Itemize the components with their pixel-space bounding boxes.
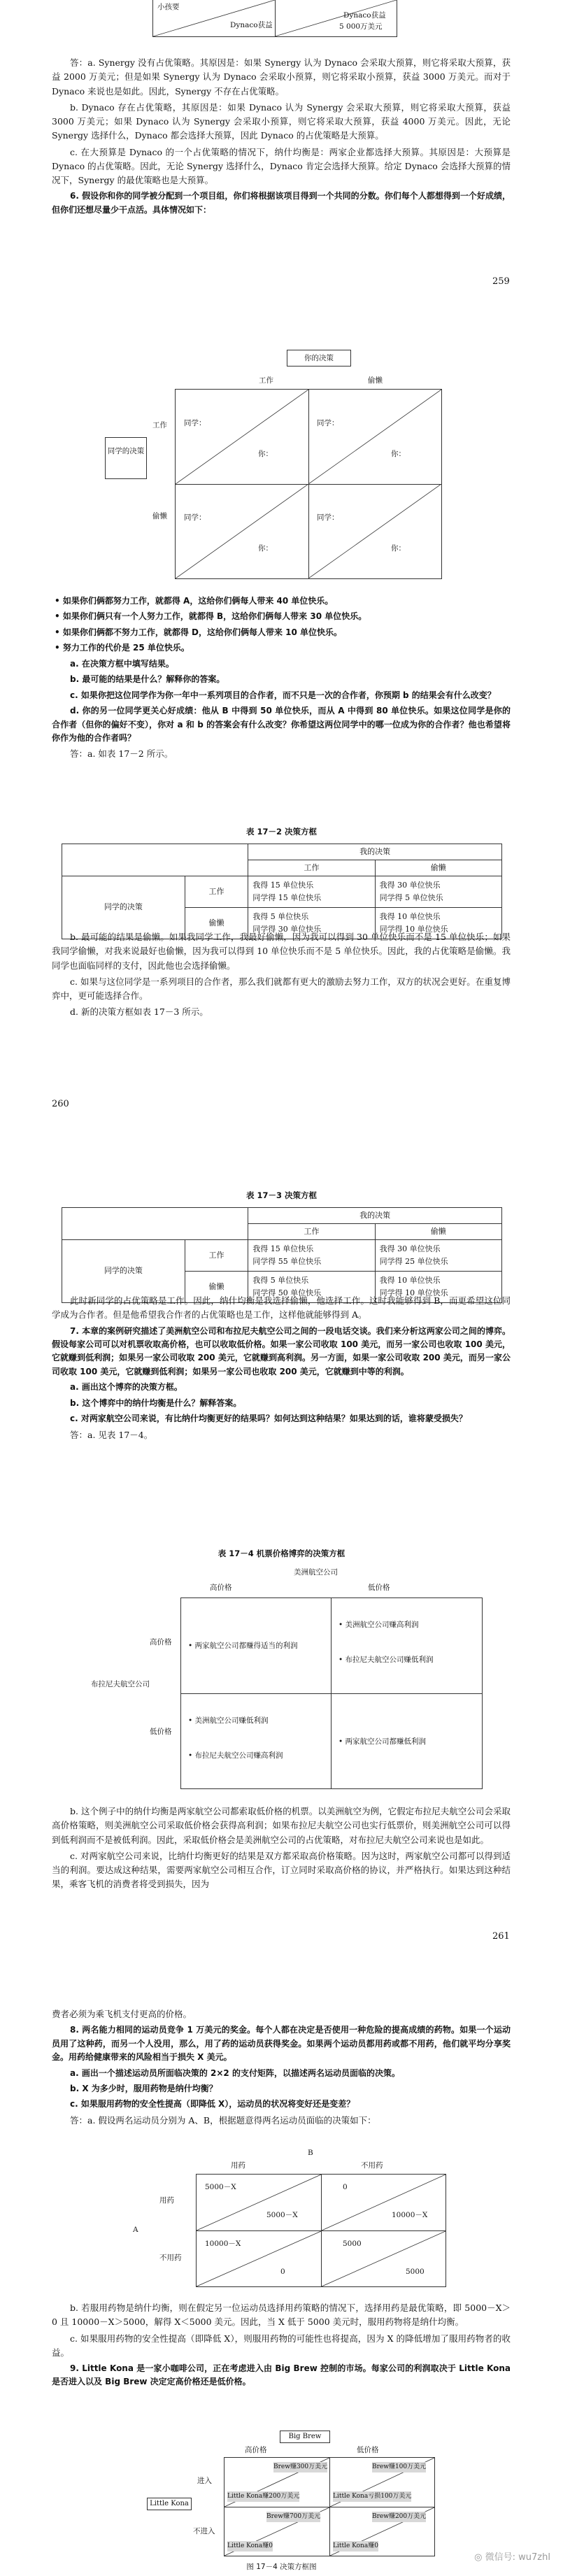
answer-intro: 答：a. 如表 17－2 所示。 (70, 748, 173, 760)
decision-table-17-2 (62, 844, 502, 939)
paragraph: c. 如果服用药物的安全性提高（即降低 X），则服用药物的可能性也将提高，因为 X 的降低增加了服用药物者的收益。 (52, 2333, 511, 2358)
col-use-label: 用药 (231, 2161, 245, 2170)
cell-text: • 美洲航空公司赚低利润 (188, 1716, 269, 1725)
page-260 (0, 350, 563, 979)
subquestion: b. 最可能的结果是什么？解释你的答案。 (70, 674, 225, 685)
cell-text: Dynaco获益 (230, 21, 273, 29)
payoff-me: 我得 15 单位快乐 (252, 880, 314, 890)
payoff-me: 我得 5 单位快乐 (252, 911, 309, 921)
answer: 答：a. 见表 17－4。 (70, 1429, 153, 1440)
col-nouse-label: 不用药 (361, 2161, 383, 2170)
cell-text: 5000 (343, 2240, 362, 2248)
col-high-label: 高价格 (245, 2446, 267, 2454)
question-9: 9. Little Kona 是一家小咖啡公司，正在考虑进入由 Big Brew 控制的市场。每家公司的利润取决于 Little Kona 是否进入以及 Big Brew 决定定高价格还是低价格。 (52, 2363, 511, 2387)
cell-text: • 两家航空公司都赚得适当的利润 (188, 1642, 298, 1650)
you-label: 你： (258, 544, 273, 553)
cell-text: 小孩要 (157, 3, 180, 11)
row-shirk: 偷懒 (185, 1271, 248, 1302)
subquestion: b. 这个博弈中的纳什均衡是什么？解释答案。 (70, 1397, 242, 1408)
col-work: 工作 (248, 860, 375, 876)
paragraph: 费者必须为乘飞机支付更高的价格。 (52, 2009, 192, 2019)
cell-text: • 两家航空公司都赚低利润 (338, 1737, 427, 1746)
cell-text: 5000－X (266, 2211, 298, 2219)
paragraph: b. 最可能的结果是偷懒。如果我同学工作，我最好偷懒，因为我可以得到 30 单位快乐而不是 15 单位快乐；如果我同学偷懒，对我来说最好也偷懒，因为我可以得到 10 单位快乐而不是 5 单位快乐。因此，我的占优策略是偷懒。我同学也面临同样的支付，因此他也会选择偷懒。 (52, 932, 511, 971)
payoff-classmate: 同学得 15 单位快乐 (252, 892, 322, 902)
left-label: 布拉尼夫航空公司 (91, 1680, 150, 1688)
figure-header: 你的决策 (287, 350, 351, 367)
paragraph: 答：a. Synergy 没有占优策略。其原因是：如果 Synergy 认为 Dynaco 会采取大预算，则它将采取大预算，获益 2000 万美元；但是如果 Synergy 认为 Dynaco 会采取小预算，则它将采取小预算，获益 3000 万美元。而对于 Dynaco 来说也是如此。因此，Synergy 不存在占优策略。 (52, 57, 511, 97)
paragraph: b. Dynaco 存在占优策略，其原因是：如果 Dynaco 认为 Synergy 会采取大预算，则它将采取大预算，获益 3000 万美元；如果 Dynaco 认为 Synergy 会采取小预算，则它将采取大预算，获益 4000 万美元。因此，无论 Synergy 选择什么，Dynaco 都会选择大预算，因此 Dynaco 的占优策略是大预算。 (52, 101, 511, 141)
payoff-me: 我得 10 单位快乐 (379, 1275, 441, 1285)
diagonal-line (308, 390, 441, 484)
bullet: • 如果你们俩只有一个人努力工作，就都得 B，这给你们俩每人带来 30 单位快乐。 (55, 611, 367, 622)
paragraph: d. 新的决策方框如表 17－3 所示。 (70, 1006, 208, 1018)
cell-text: • 布拉尼夫航空公司赚低利润 (338, 1656, 434, 1664)
cell-text: 10000－X (205, 2240, 241, 2248)
row-header (105, 437, 147, 479)
row-work: 工作 (185, 1239, 248, 1271)
classmate-label: 同学： (184, 513, 206, 522)
table-caption: 表 17－2 决策方框 (245, 827, 317, 837)
diagonal-line (322, 2231, 446, 2286)
payoff-me: 我得 5 单位快乐 (252, 1275, 309, 1285)
decision-table-17-3 (62, 1207, 502, 1303)
you-label: 你： (391, 450, 406, 458)
cell-text: Brew赚200万美元 (372, 2512, 426, 2522)
drug-decision-box (119, 2147, 448, 2287)
subquestion: a. 画出这个博弈的决策方框。 (70, 1382, 183, 1393)
subquestion: b. X 为多少时，服用药物是纳什均衡？ (70, 2084, 218, 2093)
cell-text: 10000－X (392, 2211, 428, 2219)
you-label: 你： (391, 544, 406, 553)
col-shirk-label: 偷懒 (368, 376, 383, 385)
subquestion: c. 对两家航空公司来说，有比纳什均衡更好的结果吗？如何达到这种结果？如果达到的话，谁将蒙受损失？ (70, 1414, 467, 1424)
page-262 (0, 2007, 563, 2576)
you-label: 你： (258, 450, 273, 458)
table-caption: 表 17－3 决策方框 (245, 1190, 317, 1200)
payoff-classmate: 同学得 50 单位快乐 (252, 1288, 322, 1297)
page-number: 260 (52, 1099, 69, 1109)
row-shirk: 偷懒 (185, 907, 248, 939)
top-label: B (308, 2149, 313, 2157)
airline-decision-box (91, 1567, 483, 1791)
cell-text: Brew赚300万美元 (273, 2462, 327, 2472)
classmate-label: 同学： (317, 513, 339, 522)
row-nouse-label: 不用药 (159, 2254, 182, 2262)
question-6-body (52, 595, 511, 764)
page-260-bottom (0, 930, 563, 1140)
cell-text: Brew赚100万美元 (372, 2462, 426, 2472)
watermark-text: 微信号: wu7zhl (485, 2552, 550, 2563)
subquestion: a. 在决策方框中填写结果。 (70, 658, 174, 669)
row-shirk-label: 偷懒 (152, 512, 167, 520)
payoff-cell (248, 1239, 375, 1271)
bullet: • 努力工作的代价是 25 单位快乐。 (55, 643, 190, 653)
payoff-me: 我得 30 单位快乐 (379, 1244, 441, 1253)
payoff-classmate: 同学得 30 单位快乐 (252, 924, 322, 934)
row-work: 工作 (185, 876, 248, 907)
table-caption: 表 17－4 机票价格博弈的决策方框 (218, 1549, 345, 1558)
diagonal-line (322, 2175, 446, 2230)
payoff-grid (180, 1597, 483, 1789)
paragraph: c. 对两家航空公司来说，比纳什均衡更好的结果是双方都采取高价格策略。因为这时，两家航空公司都可以得到适当的利润。要达成这种结果，需要两家航空公司相互合作，订立同时采取高价格的协议，并严格执行。如果达到这种结果，乘客飞机的消费者将受到损失，因为 (52, 1850, 511, 1890)
page-number: 259 (492, 276, 510, 287)
col-work: 工作 (248, 1223, 375, 1239)
cell-text: Brew赚700万美元 (266, 2512, 320, 2522)
classmate-label: 同学： (184, 419, 206, 427)
payoff-grid (196, 2174, 446, 2287)
classmate-label: 同学： (317, 419, 339, 427)
cell-text: Little Kona赚0 (227, 2541, 273, 2552)
col-shirk: 偷懒 (375, 1223, 501, 1239)
subquestion: c. 如果你把这位同学作为你一年中一系列项目的合作者，而不只是一次的合作者，你预期 b 的结果会有什么改变？ (70, 690, 496, 700)
bullet: • 如果你们俩都不努力工作，就都得 D，这给你们俩每人带来 10 单位快乐。 (55, 627, 343, 637)
payoff-classmate: 同学得 10 单位快乐 (379, 1288, 448, 1297)
payoff-classmate: 同学得 5 单位快乐 (379, 892, 443, 902)
col-high-label: 高价格 (210, 1584, 232, 1592)
diagonal-line (308, 484, 441, 578)
subquestion: c. 如果服用药物的安全性提高（即降低 X），运动员的状况将变好还是变差？ (70, 2099, 355, 2109)
row-work-label: 工作 (152, 421, 167, 429)
diagonal-line (176, 484, 308, 578)
paragraph: b. 这个例子中的纳什均衡是两家航空公司都索取低价格的机票。以美洲航空为例，它假定布拉尼夫航空公司会采取高价格策略，则美洲航空公司采取低价格会获得高利润；如果布拉尼夫航空公司也实行低票价，则美洲航空公司可以得到低利润而不是被低利润。因此，采取低价格会是美洲航空公司的占优策略，对布拉尼夫航空公司来说也是如此。 (52, 1806, 511, 1845)
cell-text: 0 (343, 2183, 348, 2191)
partial-decision-box (152, 0, 397, 37)
paragraph: b. 若服用药物是纳什均衡，则在假定另一位运动员选择用药策略的情况下，选择用药是最优策略，即 5000－X＞0 且 10000－X＞5000，解得 X＜5000 美元。因此，当 X 低于 5000 美元时，服用药物将是纳什均衡。 (52, 2303, 511, 2328)
wechat-icon: ◎ (474, 2552, 485, 2563)
subquestion: a. 画出一个描述运动员所面临决策的 2×2 的支付矩阵，以描述两名运动员面临的决策。 (70, 2068, 400, 2078)
payoff-me: 我得 15 单位快乐 (252, 1244, 314, 1253)
payoff-me: 我得 10 单位快乐 (379, 911, 441, 921)
coffee-decision-box (147, 2431, 441, 2556)
top-label: 美洲航空公司 (294, 1568, 338, 1577)
question-7: 7. 本章的案例研究描述了美洲航空公司和布拉尼夫航空公司之间的一段电话交谈。我们来分析这两家公司之间的博弈。假设每家公司可以对机票收取高价格，也可以收取低价格。如果一家公司收取 100 美元，而另一家公司也收取 100 美元，它就赚到低利润；如果另一家公司收取 200 美元，它就赚到高利润。另一方面，如果一家公司收取 200 美元，而另一家公司收取 100 美元，它就赚到低利润；如果另一家公司也收取 200 美元，它就赚到中等的利润。 (52, 1325, 511, 1376)
cell-text: • 美洲航空公司赚高利润 (338, 1621, 419, 1629)
paragraph: c. 在大预算是 Dynaco 的一个占优策略的情况下，纳什均衡是：两家企业都选择大预算。其原因是：大预算是 Dynaco 的占优策略。因此，无论 Synergy 选择什么，Dynaco 肯定会选择大预算。给定 Dynaco 会选择大预算的情况下，Synergy 的最优策略也是大预算。 (52, 146, 511, 185)
col-shirk: 偷懒 (375, 860, 501, 876)
cell-text: 5 000万美元 (339, 22, 383, 31)
col-low-label: 低价格 (357, 2446, 379, 2454)
figure-caption: 图 17－4 决策方框图 (246, 2563, 317, 2571)
payoff-cell (248, 876, 375, 907)
row-header-text: 同学的决策 (107, 447, 145, 455)
cell-text: Little Kona赚200万美元 (227, 2491, 299, 2502)
cell-text: Little Kona亏损100万美元 (333, 2491, 411, 2502)
q8-answers (52, 2301, 511, 2391)
page-261 (0, 1189, 563, 2070)
bullet: • 如果你们俩都努力工作，就都得 A，这给你们俩每人带来 40 单位快乐。 (55, 596, 334, 606)
question-8: 8. 两名能力相同的运动员竞争 1 万美元的奖金。每个人都在决定是否使用一种危险的提高成绩的药物。如果一个运动员用了这种药，而另一个人没用，那么，用了药的运动员获得奖金。如果两个运动员都用药或都不用药，他们就平均分享奖金。用药给健康带来的风险相当于损失 X 美元。 (52, 2025, 511, 2063)
answer: 答：a. 假设两名运动员分别为 A、B，根据题意得两名运动员面临的决策如下： (70, 2114, 376, 2126)
left-label: A (133, 2226, 138, 2234)
table-header: 我的决策 (248, 844, 502, 860)
page-number: 261 (492, 1931, 510, 1942)
cell-text: 5000 (406, 2268, 425, 2276)
q7-block (52, 1294, 511, 1444)
diagonal-line (176, 390, 308, 484)
cell-text: 0 (280, 2268, 285, 2276)
subquestion: d. 你的另一位同学更关心好成绩：他从 B 中得到 50 单位快乐，而从 A 中得到 80 单位快乐。如果这位同学是你的合作者（但你的偏好不变），你对 a 和 b 的答案会有什么改变？你希望这两位同学中的哪一位成为你的合作者？他也希望将你作为他的合作者吗？ (52, 706, 511, 743)
row-high-label: 高价格 (150, 1638, 172, 1646)
answer-block (52, 56, 511, 219)
payoff-classmate: 同学得 55 单位快乐 (252, 1256, 322, 1266)
payoff-classmate: 同学得 10 单位快乐 (379, 924, 448, 934)
row-use-label: 用药 (159, 2196, 174, 2205)
payoff-cell (375, 876, 501, 907)
q8-block (52, 2007, 511, 2130)
payoff-classmate: 同学得 25 单位快乐 (379, 1256, 448, 1266)
col-low-label: 低价格 (368, 1584, 390, 1592)
payoff-grid (175, 389, 442, 579)
top-label: Big Brew (280, 2431, 330, 2443)
payoff-grid (224, 2457, 435, 2556)
watermark (474, 2550, 550, 2565)
cell-text: • 布拉尼夫航空公司赚高利润 (188, 1751, 283, 1760)
question-6: 6. 假设你和你的同学被分配到一个项目组，你们将根据该项目得到一个共同的分数。你们每个人都想得到一个好成绩，但你们还想尽量少干点活。具体情况如下： (52, 191, 511, 215)
col-work-label: 工作 (259, 376, 273, 385)
table-header: 我的决策 (248, 1208, 502, 1224)
payoff-me: 我得 30 单位快乐 (379, 880, 441, 890)
paragraph: 此时新同学的占优策略是工作。因此，纳什均衡是我选择偷懒，他选择工作。这时我能够得到 B，而更希望这位同学成为合作者。但是他希望我合作者的占优策略也是工作，这样他就能够得到 A。 (52, 1295, 511, 1321)
cell-text: 5000－X (205, 2183, 236, 2191)
left-label: Little Kona (147, 2498, 192, 2510)
q7-answers (52, 1805, 511, 1894)
decision-box-figure (105, 350, 443, 588)
row-enter-label: 进入 (197, 2477, 212, 2485)
payoff-cell (375, 1239, 501, 1271)
row-noenter-label: 不进入 (193, 2527, 215, 2535)
row-low-label: 低价格 (150, 1728, 172, 1736)
cell-text: Dynaco获益 (343, 11, 386, 20)
row-header: 同学的决策 (62, 1239, 185, 1302)
row-header: 同学的决策 (62, 876, 185, 939)
cell-text: Little Kona赚0 (333, 2541, 378, 2552)
answers (52, 930, 511, 1022)
paragraph: c. 如果与这位同学是一系列项目的合作者，那么我们就都有更大的激励去努力工作，双方的状况会更好。在重复博弈中，更可能选择合作。 (52, 976, 511, 1001)
